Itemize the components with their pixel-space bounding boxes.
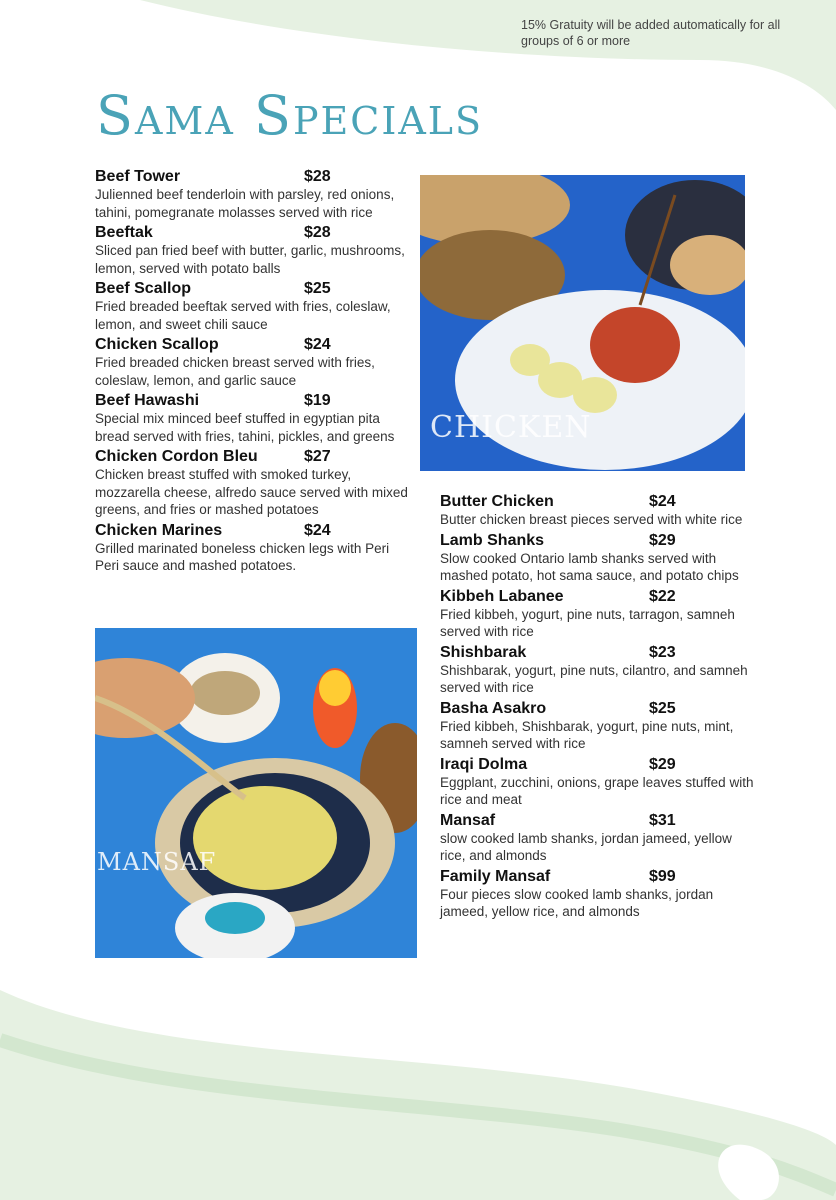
menu-item-price: $23 (649, 643, 676, 661)
chicken-photo-label: CHICKEN (430, 410, 592, 445)
menu-item-name: Chicken Scallop (95, 336, 219, 353)
right-menu-column (440, 492, 760, 923)
menu-item-description: Eggplant, zucchini, onions, grape leaves stuffed with rice and meat (440, 774, 754, 807)
menu-item-name: Chicken Cordon Bleu (95, 448, 258, 465)
menu-item-header (440, 755, 760, 775)
menu-item-description: Fried breaded beeftak served with fries, coleslaw, lemon, and sweet chili sauce (95, 299, 391, 332)
menu-item-description: Fried kibbeh, Shishbarak, yogurt, pine nuts, mint, samneh served with rice (440, 718, 734, 751)
menu-item (95, 223, 415, 277)
menu-item (440, 699, 760, 753)
menu-item-name: Iraqi Dolma (440, 755, 528, 773)
menu-item-price: $29 (649, 755, 676, 773)
menu-item-description: Julienned beef tenderloin with parsley, red onions, tahini, pomegranate molasses served with rice (95, 187, 395, 220)
menu-item-description: Four pieces slow cooked lamb shanks, jordan jameed, yellow rice, and almonds (440, 886, 714, 919)
chicken-photo (420, 175, 745, 471)
menu-item-name: Basha Asakro (440, 699, 547, 717)
menu-item-description: Slow cooked Ontario lamb shanks served with mashed potato, hot sama sauce, and potato chips (440, 550, 739, 583)
menu-item-description: Special mix minced beef stuffed in egyptian pita bread served with fries, tahini, pickles, and greens (95, 411, 395, 444)
menu-item-header (95, 521, 415, 541)
menu-item-header (95, 391, 415, 411)
menu-item (95, 335, 415, 389)
menu-item-price: $25 (304, 280, 331, 297)
menu-item-name: Beef Tower (95, 168, 181, 185)
menu-item-header (440, 531, 760, 551)
menu-item (95, 279, 415, 333)
menu-item-name: Shishbarak (440, 643, 527, 661)
menu-item-header (95, 223, 415, 243)
menu-item-price: $24 (304, 521, 331, 539)
menu-item-description: Butter chicken breast pieces served with white rice (440, 512, 743, 527)
menu-item (440, 587, 760, 641)
menu-item-price: $28 (304, 224, 331, 241)
menu-item (440, 811, 760, 865)
menu-item-header (440, 643, 760, 663)
menu-item-name: Beef Scallop (95, 280, 192, 297)
menu-item-description: Fried breaded chicken breast served with fries, coleslaw, lemon, and garlic sauce (95, 355, 375, 388)
menu-item-price: $19 (304, 392, 331, 409)
gratuity-note: 15% Gratuity will be added automatically for all groups of 6 or more (521, 18, 781, 48)
menu-item-price: $99 (649, 867, 676, 885)
menu-item-header (440, 699, 760, 719)
menu-item (95, 521, 415, 575)
menu-item-description: Shishbarak, yogurt, pine nuts, cilantro, and samneh served with rice (440, 662, 748, 695)
menu-item (440, 643, 760, 697)
menu-item-price: $24 (304, 336, 331, 353)
mansaf-photo-label: MANSAF (97, 848, 217, 876)
menu-item (440, 531, 760, 585)
menu-item-name: Chicken Marines (95, 521, 223, 539)
menu-item-price: $31 (649, 811, 676, 829)
menu-item-description: Grilled marinated boneless chicken legs with Peri Peri sauce and mashed potatoes. (95, 540, 390, 573)
menu-item (440, 867, 760, 921)
menu-item-price: $24 (649, 493, 676, 510)
mansaf-photo (95, 628, 417, 958)
menu-item (95, 167, 415, 221)
menu-item-header (95, 167, 415, 187)
menu-item-header (95, 279, 415, 299)
menu-item-name: Butter Chicken (440, 493, 554, 510)
menu-item-header (440, 587, 760, 607)
menu-item-description: Sliced pan fried beef with butter, garlic, mushrooms, lemon, served with potato balls (95, 243, 405, 276)
menu-item-description: slow cooked lamb shanks, jordan jameed, yellow rice, and almonds (440, 830, 732, 863)
menu-item-name: Mansaf (440, 811, 496, 829)
menu-item-price: $29 (649, 531, 676, 549)
menu-item-name: Beeftak (95, 224, 153, 241)
menu-item-price: $28 (304, 168, 331, 185)
menu-item (95, 391, 415, 445)
menu-item-name: Beef Hawashi (95, 392, 200, 409)
menu-item-name: Kibbeh Labanee (440, 587, 564, 605)
left-menu-column (95, 167, 415, 577)
menu-item-price: $27 (304, 448, 331, 465)
menu-item-header (440, 811, 760, 831)
menu-item-header (95, 447, 415, 467)
menu-item (95, 447, 415, 519)
menu-item-header (440, 867, 760, 887)
page-title: Sama Specials (96, 84, 484, 147)
menu-item-price: $25 (649, 699, 676, 717)
menu-item-header (440, 492, 760, 512)
menu-item-description: Fried kibbeh, yogurt, pine nuts, tarragon, samneh served with rice (440, 606, 735, 639)
menu-item (440, 755, 760, 809)
menu-item-price: $22 (649, 587, 676, 605)
menu-item (440, 492, 760, 529)
menu-item-name: Lamb Shanks (440, 531, 545, 549)
menu-item-name: Family Mansaf (440, 867, 551, 885)
menu-item-description: Chicken breast stuffed with smoked turkey, mozzarella cheese, alfredo sauce served with mixed greens, and fries or mashed potatoes (95, 467, 408, 517)
menu-item-header (95, 335, 415, 355)
